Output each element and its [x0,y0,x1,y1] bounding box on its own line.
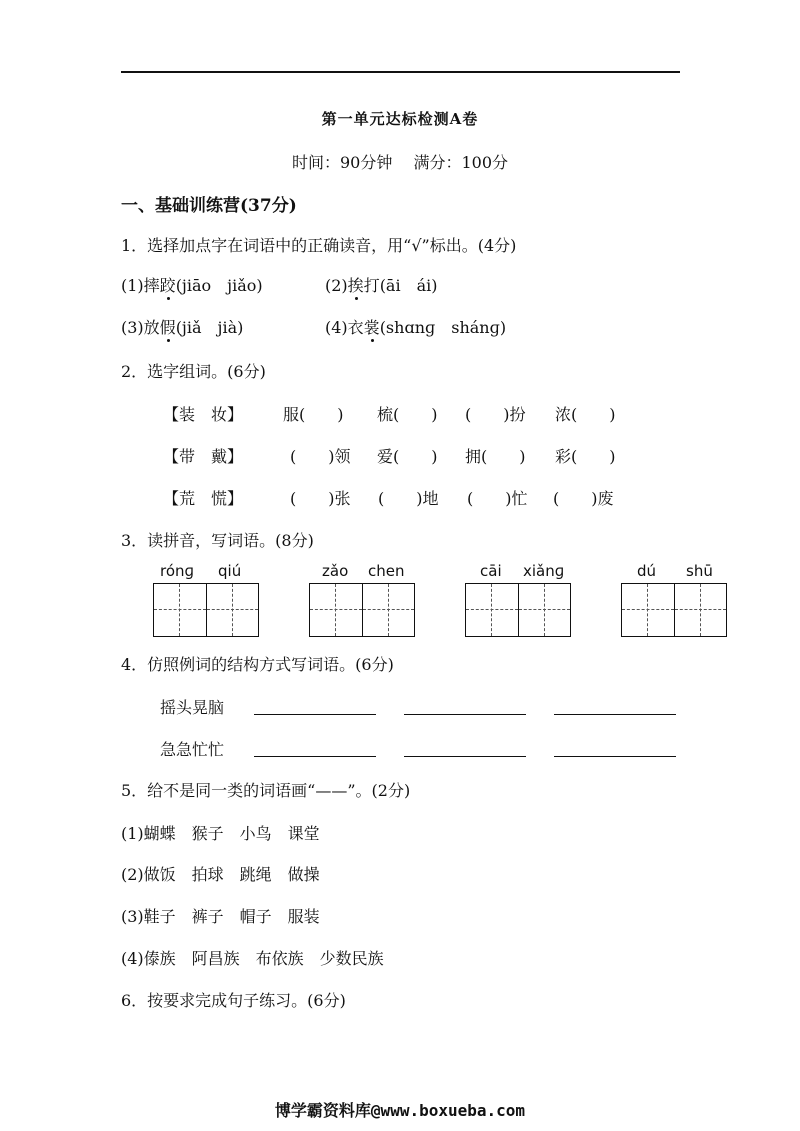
dotted-char: 裳 [363,318,380,337]
writing-grid[interactable] [153,583,259,637]
pinyin: dú [637,562,657,580]
writing-grid[interactable] [621,583,727,637]
answer-line[interactable] [254,714,376,715]
question-6-prompt: 6．按要求完成句子练习。(6分) [121,991,346,1010]
total-score: 满分：100分 [413,153,508,172]
q5-item: (2)做饭 拍球 跳绳 做操 [121,865,320,884]
writing-grid[interactable] [309,583,415,637]
dotted-char: 假 [159,318,176,337]
q2-row-label: 【装 妆】 [163,405,244,424]
q2-cell: 彩( ) [555,447,616,466]
q2-row-label: 【荒 慌】 [163,489,244,508]
answer-line[interactable] [254,756,376,757]
question-4-prompt: 4．仿照例词的结构方式写词语。(6分) [121,655,394,674]
q2-cell: ( )废 [553,489,614,508]
q2-cell: ( )扮 [465,405,526,424]
answer-line[interactable] [554,756,676,757]
q1-item-1 [121,273,263,296]
q1-item-text: (2) [325,276,348,295]
q2-cell: 梳( ) [377,405,438,424]
question-3-prompt: 3．读拼音，写词语。(8分) [121,531,314,550]
q2-cell: ( )张 [290,489,351,508]
dotted-char: 挨 [347,276,364,295]
q2-row-label: 【带 戴】 [163,447,244,466]
writing-grid[interactable] [465,583,571,637]
q1-item-text: (3)放 [121,318,160,337]
q2-cell: 服( ) [283,405,344,424]
q2-cell: ( )领 [290,447,351,466]
question-1-prompt: 1．选择加点字在词语中的正确读音，用“√”标出。(4分) [121,236,517,255]
q1-item-text: (jiāo jiǎo) [175,276,263,295]
q5-item: (3)鞋子 裤子 帽子 服装 [121,907,320,926]
q5-item: (4)傣族 阿昌族 布依族 少数民族 [121,949,384,968]
q2-cell: 浓( ) [555,405,616,424]
q1-item-text: 打(āi ái) [363,276,438,295]
q5-item: (1)蝴蝶 猴子 小鸟 课堂 [121,824,320,843]
q2-cell: ( )地 [378,489,439,508]
q1-item-text: (shɑnɡ shánɡ) [379,318,507,337]
pinyin: xiǎnɡ [523,562,565,580]
pinyin: cāi [480,562,502,580]
dotted-char: 跤 [159,276,176,295]
pinyin: zǎo [322,562,349,580]
question-5-prompt: 5．给不是同一类的词语画“——”。(2分) [121,781,411,800]
pinyin: rónɡ [160,562,195,580]
q1-item-3 [121,315,243,338]
footer-watermark: 博学霸资料库@www.boxueba.com [274,1101,526,1120]
answer-line[interactable] [554,714,676,715]
pinyin: chen [368,562,405,580]
q1-item-4 [325,315,506,338]
answer-line[interactable] [404,714,526,715]
page-title: 第一单元达标检测A卷 [321,110,479,128]
q1-item-2 [325,273,438,296]
q1-item-text: (1)摔 [121,276,160,295]
q2-cell: ( )忙 [467,489,528,508]
q1-item-text: (4)衣 [325,318,364,337]
section-heading: 一、基础训练营(37分) [121,196,297,216]
example-word: 摇头晃脑 [160,698,225,717]
exam-meta [0,150,800,173]
pinyin: shū [686,562,713,580]
top-rule [121,71,680,73]
answer-line[interactable] [404,756,526,757]
example-word: 急急忙忙 [160,740,225,759]
time-limit: 时间：90分钟 [291,153,393,172]
question-2-prompt: 2．选字组词。(6分) [121,362,266,381]
q2-cell: 拥( ) [465,447,526,466]
q1-item-text: (jiǎ jià) [175,318,244,337]
pinyin: qiú [218,562,242,580]
q2-cell: 爱( ) [377,447,438,466]
